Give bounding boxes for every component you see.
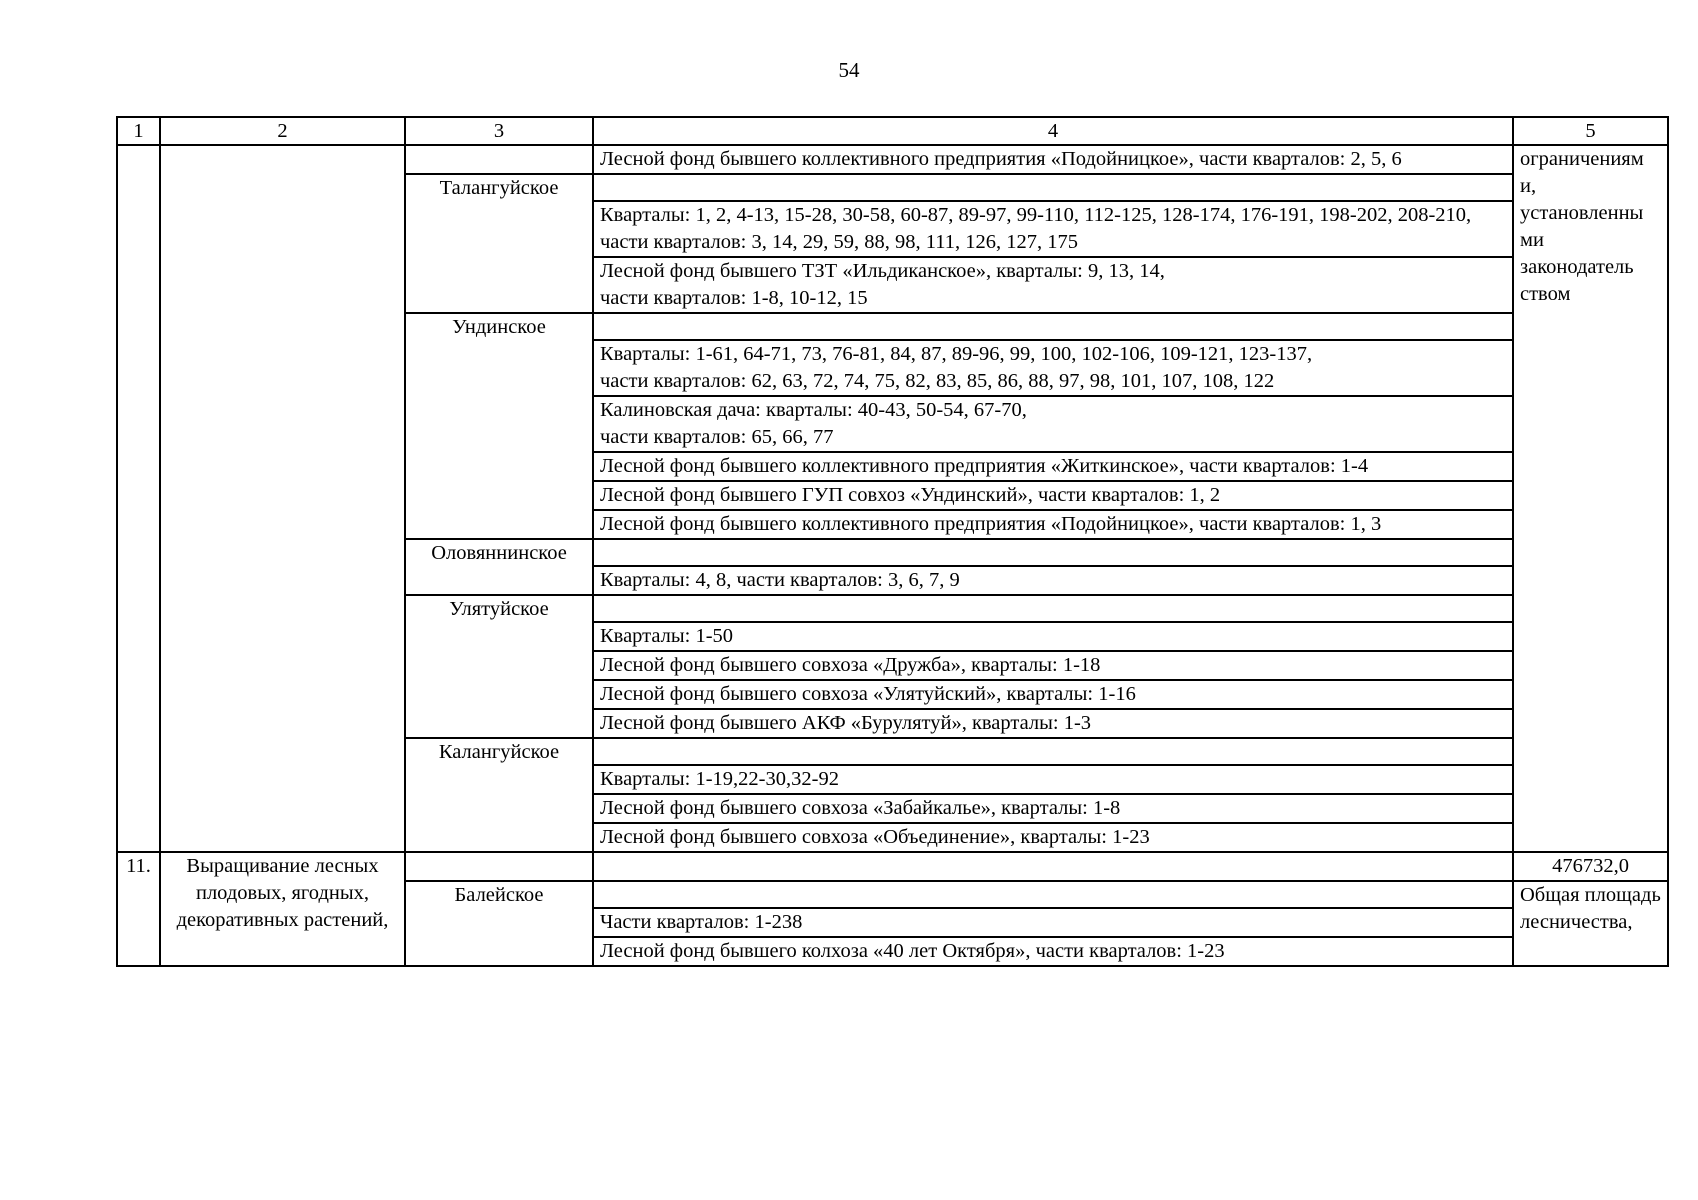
quarters-cell: Лесной фонд бывшего коллективного предприятия «Подойницкое», части кварталов: 2, 5, 6 [593, 145, 1513, 174]
row-number-cell: 11. [117, 852, 160, 966]
quarters-cell [593, 539, 1513, 566]
quarters-cell: Кварталы: 4, 8, части кварталов: 3, 6, 7, 9 [593, 566, 1513, 595]
restriction-cell: ограничениям и, установленны ми законодатель ством [1513, 145, 1668, 852]
quarters-cell [593, 881, 1513, 908]
forestry-table [116, 116, 1669, 967]
quarters-cell: Кварталы: 1-19,22-30,32-92 [593, 765, 1513, 794]
quarters-cell: Кварталы: 1-61, 64-71, 73, 76-81, 84, 87, 89-96, 99, 100, 102-106, 109-121, 123-137, части кварталов: 62, 63, 72, 74, 75, 82, 83, 85, 86, 88, 97, 98, 101, 107, 108, 122 [593, 340, 1513, 396]
forestry-name: Калангуйское [405, 738, 593, 852]
quarters-cell: Кварталы: 1-50 [593, 622, 1513, 651]
activity-cell: Выращивание лесных плодовых, ягодных, декоративных растений, [160, 852, 405, 966]
quarters-cell: Лесной фонд бывшего совхоза «Объединение», кварталы: 1-23 [593, 823, 1513, 852]
table-row [117, 852, 1668, 881]
quarters-cell: Лесной фонд бывшего АКФ «Бурулятуй», кварталы: 1-3 [593, 709, 1513, 738]
forestry-name: Ундинское [405, 313, 593, 539]
quarters-cell [593, 174, 1513, 201]
quarters-cell: Лесной фонд бывшего коллективного предприятия «Подойницкое», части кварталов: 1, 3 [593, 510, 1513, 539]
header-cell-3: 3 [405, 117, 593, 145]
page-number: 54 [838, 58, 860, 82]
quarters-cell: Лесной фонд бывшего совхоза «Дружба», кварталы: 1-18 [593, 651, 1513, 680]
header-cell-4: 4 [593, 117, 1513, 145]
quarters-cell [593, 738, 1513, 765]
quarters-cell [593, 313, 1513, 340]
note-cell: Общая площадь лесничества, [1513, 881, 1668, 966]
forestry-cell [405, 145, 593, 174]
quarters-cell: Лесной фонд бывшего совхоза «Забайкалье», кварталы: 1-8 [593, 794, 1513, 823]
area-cell: 476732,0 [1513, 852, 1668, 881]
quarters-cell [593, 852, 1513, 881]
header-cell-2: 2 [160, 117, 405, 145]
quarters-cell: Лесной фонд бывшего ГУП совхоз «Ундинский», части кварталов: 1, 2 [593, 481, 1513, 510]
forestry-name: Балейское [405, 881, 593, 966]
forestry-cell [405, 852, 593, 881]
quarters-cell: Кварталы: 1, 2, 4-13, 15-28, 30-58, 60-87, 89-97, 99-110, 112-125, 128-174, 176-191, 198-202, 208-210, части кварталов: 3, 14, 29, 59, 88, 98, 111, 126, 127, 175 [593, 201, 1513, 257]
header-row [117, 117, 1668, 145]
activity-cell [160, 145, 405, 852]
header-cell-1: 1 [117, 117, 160, 145]
quarters-cell: Лесной фонд бывшего коллективного предприятия «Житкинское», части кварталов: 1-4 [593, 452, 1513, 481]
quarters-cell: Калиновская дача: кварталы: 40-43, 50-54, 67-70, части кварталов: 65, 66, 77 [593, 396, 1513, 452]
forestry-name: Улятуйское [405, 595, 593, 738]
table-row [117, 145, 1668, 174]
quarters-cell: Лесной фонд бывшего совхоза «Улятуйский», кварталы: 1-16 [593, 680, 1513, 709]
quarters-cell: Части кварталов: 1-238 [593, 908, 1513, 937]
row-number-cell [117, 145, 160, 852]
forestry-name: Оловяннинское [405, 539, 593, 595]
header-cell-5: 5 [1513, 117, 1668, 145]
quarters-cell: Лесной фонд бывшего колхоза «40 лет Октября», части кварталов: 1-23 [593, 937, 1513, 966]
forestry-name: Талангуйское [405, 174, 593, 313]
quarters-cell [593, 595, 1513, 622]
quarters-cell: Лесной фонд бывшего ТЗТ «Ильдиканское», кварталы: 9, 13, 14, части кварталов: 1-8, 10-12, 15 [593, 257, 1513, 313]
